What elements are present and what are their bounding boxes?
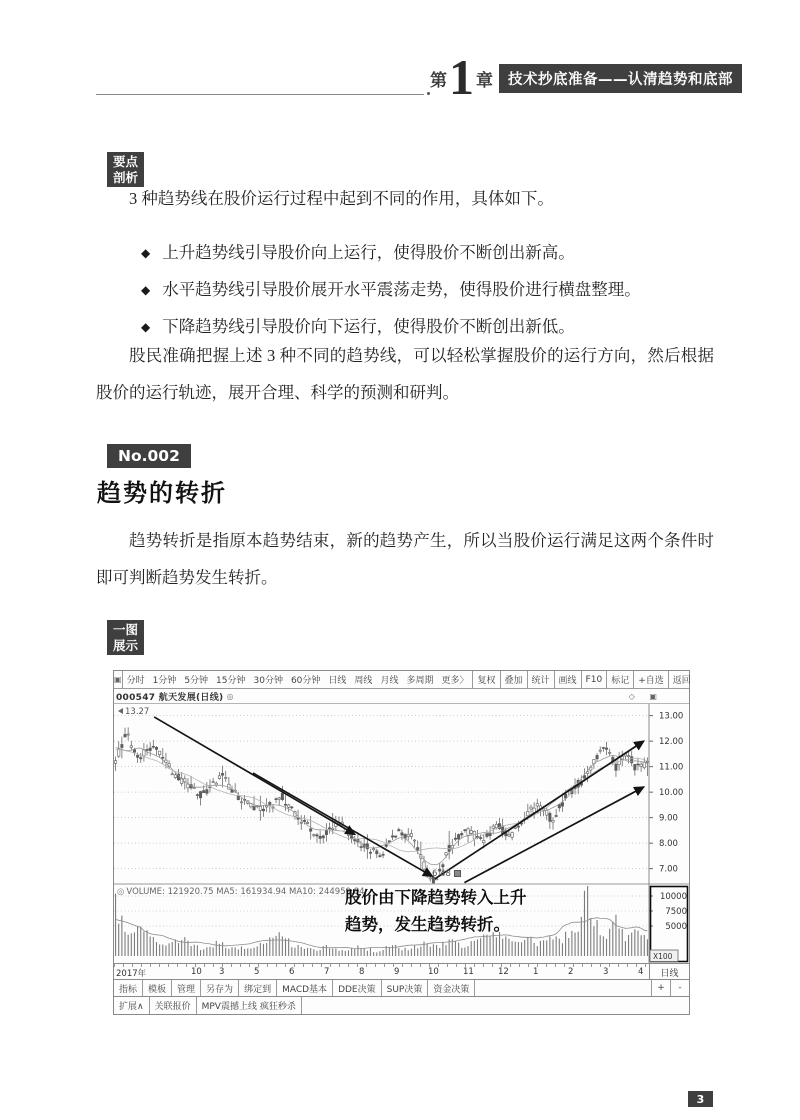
indicator-button-4[interactable]: 另存为 xyxy=(201,980,239,996)
page-number-badge: 3 xyxy=(688,1091,713,1107)
diamond-bullet-icon: ◆ xyxy=(141,320,151,334)
date-label-11: 12 xyxy=(498,967,509,977)
svg-text:9.00: 9.00 xyxy=(659,813,678,824)
chapter-prefix: 第 xyxy=(430,71,447,91)
grid-layout-icon[interactable]: ▣ xyxy=(114,671,123,688)
date-axis xyxy=(114,963,689,979)
bullet-item-2 xyxy=(141,271,714,308)
volume-readout xyxy=(117,887,365,897)
toggle-circle-icon[interactable]: ◎ xyxy=(117,887,125,897)
chapter-title-badge: 技术抄底准备——认清趋势和底部 xyxy=(499,64,742,93)
stock-chart-figure xyxy=(113,670,690,1015)
svg-text:8.00: 8.00 xyxy=(659,839,678,850)
indicator-button-2[interactable]: 模板 xyxy=(143,980,172,996)
high-price-marker xyxy=(118,707,149,717)
date-label-6: 7 xyxy=(324,967,330,977)
svg-text:7.00: 7.00 xyxy=(659,864,678,875)
svg-text:13.00: 13.00 xyxy=(659,711,684,722)
date-label-13: 2 xyxy=(568,967,574,977)
intro-paragraph: 3 种趋势线在股价运行过程中起到不同的作用，具体如下。 xyxy=(129,189,554,208)
annotation-line2: 趋势，发生趋势转折。 xyxy=(345,915,510,934)
chapter-heading xyxy=(430,49,742,105)
period-tabs xyxy=(123,673,473,686)
extension-button-1[interactable]: 扩展∧ xyxy=(114,997,150,1014)
bullet-list xyxy=(141,234,714,345)
extension-toolbar xyxy=(114,996,689,1014)
low-price-marker xyxy=(432,869,461,879)
figure-badge-line2: 展示 xyxy=(112,637,138,653)
symbol-row xyxy=(114,689,689,704)
period-tab-6[interactable]: 60分钟 xyxy=(290,676,321,686)
diamond-bullet-icon: ◆ xyxy=(141,246,151,260)
summary-paragraph: 股民准确把握上述 3 种不同的趋势线，可以轻松掌握股价的运行方向，然后根据股价的运行轨迹，展开合理、科学的预测和研判。 xyxy=(96,346,714,402)
symbol-title: 000547 航天发展(日线) xyxy=(116,692,224,703)
date-label-14: 3 xyxy=(603,967,609,977)
date-label-10: 11 xyxy=(463,967,474,977)
left-arrow-icon xyxy=(118,708,123,714)
date-label-4: 5 xyxy=(254,967,260,977)
bullet-text: 上升趋势线引导股价向上运行，使得股价不断创出新高。 xyxy=(162,243,575,262)
date-label-3: 3 xyxy=(219,967,225,977)
tool-button-2[interactable]: 叠加 xyxy=(500,671,527,688)
date-label-8: 9 xyxy=(394,967,400,977)
zoom-out-button[interactable]: - xyxy=(670,980,689,996)
svg-text:5000: 5000 xyxy=(665,922,687,932)
low-price-value: 6.48 xyxy=(432,869,451,879)
tool-button-4[interactable]: 画线 xyxy=(554,671,581,688)
bullet-text: 水平趋势线引导股价展开水平震荡走势，使得股价进行横盘整理。 xyxy=(162,280,641,299)
flag-icon xyxy=(454,870,461,877)
extension-button-2[interactable]: 关联报价 xyxy=(150,997,197,1014)
date-label-5: 6 xyxy=(289,967,295,977)
zoom-controls xyxy=(651,980,689,996)
svg-text:11.00: 11.00 xyxy=(659,762,684,773)
tool-button-6[interactable]: 标记 xyxy=(606,671,633,688)
svg-text:7500: 7500 xyxy=(665,907,687,917)
svg-text:12.00: 12.00 xyxy=(659,737,684,748)
period-tab-9[interactable]: 月线 xyxy=(380,676,399,686)
date-label-7: 8 xyxy=(359,967,365,977)
tool-button-1[interactable]: 复权 xyxy=(472,671,499,688)
tool-button-8[interactable]: 返回 xyxy=(668,671,695,688)
extension-button-3[interactable]: MPV震撼上线 疯狂秒杀 xyxy=(197,997,302,1014)
corner-icons[interactable]: ◇ ▣ xyxy=(628,691,663,701)
figure-badge-line1: 一图 xyxy=(112,622,138,637)
section-title: 趋势的转折 xyxy=(97,481,227,507)
tool-button-5[interactable]: F10 xyxy=(581,671,607,688)
annotation-line1: 股价由下降趋势转入上升 xyxy=(345,888,527,907)
svg-text:10.00: 10.00 xyxy=(659,788,684,799)
section-body-paragraph: 趋势转折是指原本趋势结束，新的趋势产生，所以当股价运行满足这两个条件时即可判断趋势发生转折。 xyxy=(96,531,714,587)
chart-period-toolbar xyxy=(114,671,689,689)
chapter-number: 1 xyxy=(449,49,474,105)
bullet-item-1 xyxy=(141,234,714,271)
indicator-button-5[interactable]: 绑定到 xyxy=(239,980,277,996)
period-tab-1[interactable]: 分时 xyxy=(126,676,145,686)
period-tab-4[interactable]: 15分钟 xyxy=(216,676,246,686)
key-points-badge-line1: 要点 xyxy=(112,154,138,169)
indicator-button-8[interactable]: SUP决策 xyxy=(382,980,429,996)
period-tab-11[interactable]: 更多〉 xyxy=(441,676,469,686)
indicator-toolbar xyxy=(114,979,689,996)
indicator-button-1[interactable]: 指标 xyxy=(114,980,143,996)
chart-tool-buttons xyxy=(472,671,694,688)
tool-button-3[interactable]: 统计 xyxy=(527,671,554,688)
bullet-text: 下降趋势线引导股价向下运行，使得股价不断创出新低。 xyxy=(162,317,575,336)
chapter-suffix: 章 xyxy=(476,71,493,91)
period-tab-8[interactable]: 周线 xyxy=(354,676,373,686)
diamond-bullet-icon: ◆ xyxy=(141,283,151,297)
indicator-button-6[interactable]: MACD基本 xyxy=(277,980,333,996)
date-label-9: 10 xyxy=(428,967,439,977)
date-label-12: 1 xyxy=(533,967,539,977)
volume-values: VOLUME: 121920.75 MA5: 161934.94 MA10: 244959.84 xyxy=(126,887,365,897)
period-tab-2[interactable]: 1分钟 xyxy=(152,676,177,686)
info-circle-icon[interactable]: ◎ xyxy=(226,691,234,701)
tool-button-7[interactable]: +自选 xyxy=(633,671,668,688)
zoom-in-button[interactable]: + xyxy=(651,980,670,996)
section-number-badge: No.002 xyxy=(107,444,191,468)
figure-badge xyxy=(107,620,144,655)
indicator-button-9[interactable]: 资金决策 xyxy=(428,980,475,996)
svg-text:X100: X100 xyxy=(653,952,673,961)
indicator-button-3[interactable]: 管理 xyxy=(172,980,201,996)
period-cell: 日线 xyxy=(649,964,689,980)
date-label-2: 10 xyxy=(191,967,202,977)
date-label-15: 4 xyxy=(638,967,644,977)
indicator-button-7[interactable]: DDE决策 xyxy=(333,980,382,996)
period-tab-7[interactable]: 日线 xyxy=(328,676,347,686)
trend-annotation xyxy=(345,884,527,938)
period-tab-3[interactable]: 5分钟 xyxy=(184,676,209,686)
period-tab-10[interactable]: 多周期 xyxy=(406,676,434,686)
date-label-1: 2017年 xyxy=(116,969,147,979)
period-tab-5[interactable]: 30分钟 xyxy=(253,676,283,686)
key-points-badge-line2: 剖析 xyxy=(112,169,138,185)
high-price-value: 13.27 xyxy=(125,707,150,717)
svg-text:10000: 10000 xyxy=(659,892,687,902)
header-rule xyxy=(96,94,424,95)
